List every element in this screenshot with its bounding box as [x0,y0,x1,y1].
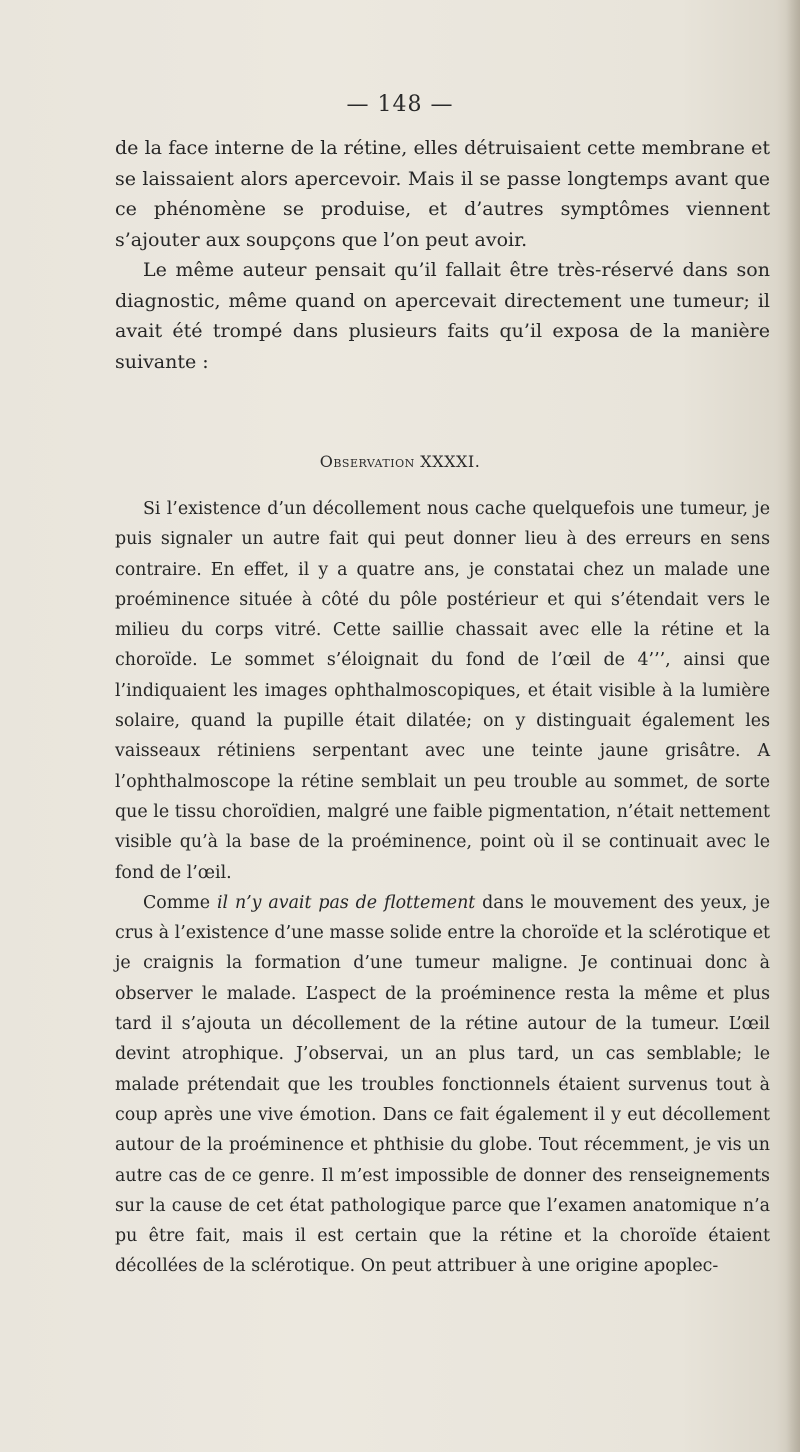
intro-paragraph-1: de la face interne de la rétine, elles détruisaient cette membrane et se laissaient alors apercevoir. Mais il se passe longtemps avant que ce phénomène se produise, et d’autres symptômes viennent s’ajouter aux soupçons que l’on peut avoir. [115,137,770,251]
observation-paragraph-2 [115,888,770,1282]
observation-paragraph-2-start: Comme [143,892,217,913]
observation-heading: Observation XXXXI. [319,452,481,471]
intro-paragraph-2: Le même auteur pensait qu’il fallait être très-réservé dans son diagnostic, même quand on apercevait directement une tumeur; il avait été trompé dans plusieurs faits qu’il exposa de la manière suivante : [115,259,770,373]
page-number: — 148 — [346,92,454,117]
observation-italic-phrase: il n’y avait pas de flottement [216,892,476,913]
intro-text [115,133,770,377]
observation-text [115,494,770,1282]
page-edge-shadow [786,0,800,1452]
observation-paragraph-1: Si l’existence d’un décollement nous cache quelquefois une tumeur, je puis signaler un autre fait qui peut donner lieu à des erreurs en sens contraire. En effet, il y a quatre ans, je constatai chez un malade une proéminence située à côté du pôle postérieur et qui s’étendait vers le milieu du corps vitré. Cette saillie chassait avec elle la rétine et la choroïde. Le sommet s’éloignait du fond de l’œil de 4’’’, ainsi que l’indiquaient les images ophthalmoscopiques, et était visible à la lumière solaire, quand la pupille était dilatée; on y distinguait également les vaisseaux rétiniens serpentant avec une teinte jaune grisâtre. A l’ophthalmoscope la rétine semblait un peu trouble au sommet, de sorte que le tissu choroïdien, malgré une faible pigmentation, n’était nettement visible qu’à la base de la proéminence, point où il se continuait avec le fond de l’œil. [115,499,770,883]
observation-paragraph-2-rest: dans le mouvement des yeux, je crus à l’existence d’une masse solide entre la choroïde et la sclérotique et je craignis la formation d’une tumeur maligne. Je continuai donc à observer le malade. L’aspect de la proéminence resta la même et plus tard il s’ajouta un décollement de la rétine autour de la tumeur. L’œil devint atrophique. J’observai, un an plus tard, un cas semblable; le malade prétendait que les troubles fonctionnels étaient survenus tout à coup après une vive émotion. Dans ce fait également il y eut décollement autour de la proéminence et phthisie du globe. Tout récemment, je vis un autre cas de ce genre. Il m’est impossible de donner des renseignements sur la cause de cet état pathologique parce que l’examen anatomique n’a pu être fait, mais il est certain que la rétine et la choroïde étaient décollées de la sclérotique. On peut attribuer à une origine apoplec- [115,892,770,1277]
